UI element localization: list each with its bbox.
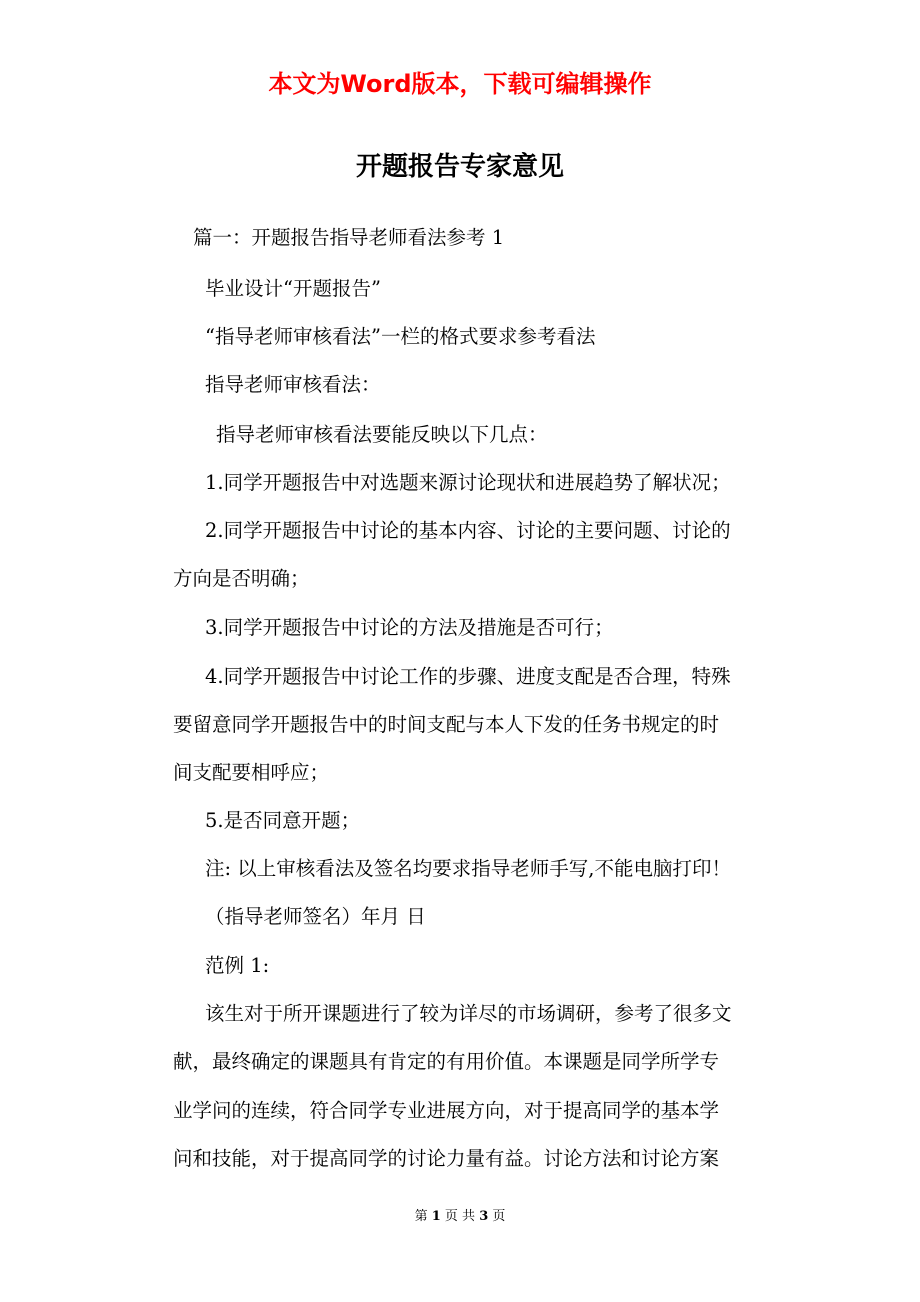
- list-item-continued: 要留意同学开题报告中的时间支配与本人下发的任务书规定的时: [173, 713, 720, 736]
- list-item: 5.是否同意开题；: [205, 809, 361, 832]
- current-page-number: 1: [431, 1209, 441, 1224]
- footer-suffix: 页: [492, 1209, 506, 1224]
- paragraph: “指导老师审核看法”一栏的格式要求参考看法: [205, 325, 596, 348]
- page-title: 开题报告专家意见: [355, 152, 564, 182]
- page-footer: [0, 1207, 920, 1227]
- list-item: 1.同学开题报告中对选题来源讨论现状和进展趋势了解状况；: [205, 471, 731, 494]
- footer-prefix: 第: [414, 1209, 428, 1224]
- note: 注: 以上审核看法及签名均要求指导老师手写,不能电脑打印！: [205, 857, 731, 880]
- paragraph: 指导老师审核看法：: [205, 373, 381, 396]
- signature-line: （指导老师签名）年月 日: [205, 905, 426, 928]
- list-item: 2.同学开题报告中讨论的基本内容、讨论的主要问题、讨论的: [205, 519, 731, 542]
- example-heading: 范例 1:: [205, 954, 270, 977]
- paragraph-continued: 业学问的连续，符合同学专业进展方向，对于提高同学的基本学: [173, 1099, 720, 1122]
- list-item-continued: 间支配要相呼应；: [173, 761, 330, 784]
- paragraph-continued: 献，最终确定的课题具有肯定的有用价值。本课题是同学所学专: [173, 1050, 720, 1073]
- paragraph-continued: 问和技能，对于提高同学的讨论力量有益。讨论方法和讨论方案: [173, 1147, 720, 1170]
- list-item: 4.同学开题报告中讨论工作的步骤、进度支配是否合理，特殊: [205, 665, 731, 688]
- footer-middle: 页 共: [444, 1209, 476, 1224]
- paragraph: 指导老师审核看法要能反映以下几点：: [216, 423, 548, 446]
- download-banner: 本文为Word版本，下载可编辑操作: [268, 70, 652, 98]
- list-item-continued: 方向是否明确；: [173, 567, 310, 590]
- total-page-count: 3: [479, 1209, 489, 1224]
- section-heading: 篇一：开题报告指导老师看法参考 1: [193, 226, 505, 249]
- paragraph: 该生对于所开课题进行了较为详尽的市场调研，参考了很多文: [205, 1002, 732, 1025]
- list-item: 3.同学开题报告中讨论的方法及措施是否可行；: [205, 616, 614, 639]
- paragraph: 毕业设计“开题报告”: [205, 277, 381, 300]
